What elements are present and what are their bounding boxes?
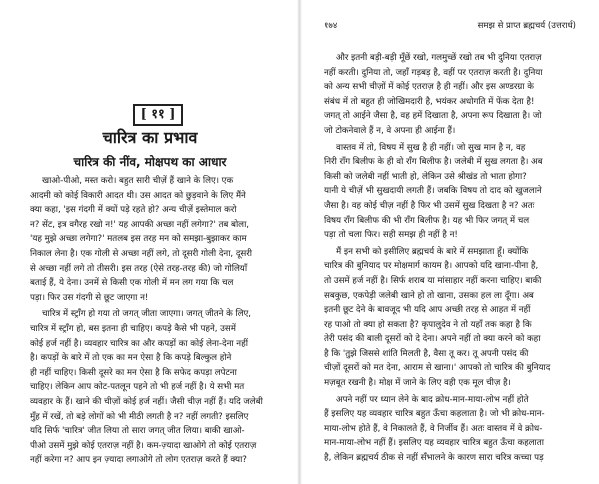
- text-line: क्या कहा, 'इस गंदगी में क्यों पड़े रहते हो? अन्य चीज़ें इस्तेमाल करो: [30, 205, 237, 216]
- text-line: चारित्र में स्ट्रॉंग हो, बस इतना ही चाहिए। कपड़े कैसे भी पहने, उसमें: [30, 323, 236, 334]
- text-line: तेरी पसंद की बाली दूसरों को दे देना। अपने नहीं तो क्या करने को कहा: [324, 334, 541, 345]
- text-line: वास्तव में तो, विषय में सुख है ही नहीं। जो सुख मान है न, वह: [336, 142, 526, 153]
- text-line: है, लेकिन ब्रह्मचर्य ठीक से नहीं सँभालने के कारण सारा चरित्र कच्चा पड़: [324, 453, 544, 464]
- text-line: चाहिए। लेकिन आप कोट-पतलून पहने तो भी हर्ज नहीं है। ये सभी मत: [30, 382, 245, 393]
- chapter-title: चारित्र का प्रभाव: [102, 128, 198, 147]
- text-line: हैं इसलिए यह व्यवहार चारित्र बहुत ऊँचा कहलाता है। जो भी क्रोध-मान-: [324, 409, 545, 420]
- text-line: मान-माया-लोभ नहीं हैं। इसलिए यह व्यवहार चारित्र बहुत ऊँचा कहलाता: [324, 438, 544, 449]
- text-line: कोई हर्ज नहीं है। व्यवहार चारित्र का और कपड़ों का कोई लेना-देना नहीं: [30, 338, 248, 349]
- text-line: नहीं करेगा न? आप इन ज़्यादा लगाओगे तो लोग एतराज़ करते हैं क्या?: [30, 455, 247, 466]
- text-line: नहीं करती। दुनिया तो, जहाँ गड़बड़ है, वहीं पर एतराज़ करती है। दुनिया: [324, 67, 543, 78]
- left-body-text: [30, 174, 276, 468]
- text-line: माया-लोभ होते हैं, वे निकालते हैं, वे निर्जीव हैं। अतः वास्तव में वे क्रोध-: [324, 423, 543, 434]
- text-line: ही नहीं चाहिए। किसी दूसरे का मन ऐसा है कि सफेद कपड़ा लपेटना: [30, 367, 237, 378]
- text-line: यानी ये चीज़ें भी सुखदायी लगती हैं। जबकि विषय तो दाद को खुजलाने: [324, 186, 542, 197]
- text-line: अपने नहीं पर ध्यान लेने के बाद क्रोध-मान-माया-लोभ नहीं होते: [336, 394, 529, 405]
- text-line: को अन्य सभी चीज़ों में कोई एतराज़ है ही नहीं। और इस अण्डरग्रा के: [324, 82, 534, 93]
- paragraph: [324, 393, 576, 466]
- text-line: आदमी को कोई विकारी आदत थी। उस आदत को छुड़वाने के लिए मैंने: [30, 190, 246, 201]
- right-body-text: [324, 51, 576, 466]
- text-line: पीओ उसमें मुझे कोई एतराज़ नहीं है। कम-ज़्यादा खाओगे तो कोई एतराज़: [30, 440, 257, 451]
- text-line: मैं इन सभी को इसीलिए ब्रह्मचर्य के बारे में समझाता हूँ। क्योंकि: [336, 246, 529, 257]
- text-line: निकाल लेना है। एक गोली से अच्छा नहीं लगे, तो दूसरी गोली देना, दूसरी: [30, 248, 252, 259]
- text-line: है। कपड़ों के बारे में तो एक का मन ऐसा है कि कपड़े बिल्कुल होने: [30, 353, 232, 364]
- text-line: चारित्र में स्ट्रॉंग हो गया तो जगत् जीता जाएगा। जगत् जीतने के लिए,: [42, 309, 252, 320]
- text-line: सबकुछ, एकपेड़ी जलेबी खाने हो तो खाना, उसका हल ला दूँगा। अब: [324, 290, 534, 301]
- page-number: १७४: [324, 21, 338, 31]
- text-line: खाओ-पीओ, मस्त करो। बहुत सारी चीज़ें हैं खाने के लिए। एक: [42, 176, 234, 186]
- text-line: है कि 'तुझे जिससे शांति मिलती है, वैसा तू कर। तू अपनी पसंद की: [324, 348, 529, 359]
- text-line: और इतनी बड़ी-बड़ी मूँछें रखो, गलमुच्छें रखो तब भी दुनिया एतराज़: [336, 53, 542, 63]
- text-line: तो उसमें हर्ज नहीं है। सिर्फ शराब या मांसाहार नहीं करना चाहिए। बाकी: [324, 275, 542, 286]
- text-line: इतनी छूट देने के बावजूद भी यदि आप अच्छी तरह से आहत में नहीं: [324, 305, 531, 316]
- text-line: न? सेंट, इत्र वगैरह रखो न!' यह आपकी अच्छा नहीं लगेगा?' तब बोला,: [30, 219, 249, 230]
- paragraph: [324, 141, 576, 243]
- text-line: चारित्र की बुनियाद पर मोक्षमार्ग कायम है। आपको यदि खाना-पीना है,: [324, 261, 539, 272]
- text-line: मज़बूत रखनी है। मोक्ष में जाने के लिए वही एक मूल चीज़ है।: [324, 378, 511, 389]
- text-line: निरी रॉंग बिलीफ के ही वो रॉंग बिलीफ है। जलेबी में सुख लगता है। अब: [324, 157, 543, 168]
- paragraph: [324, 245, 576, 391]
- text-line: पड़ा। फिर उस गंदगी से छूट जाएगा न!: [30, 292, 149, 303]
- text-line: रह पाओ तो क्या हो सकता है? कृपालुदेव ने तो यहाँ तक कहा है कि: [324, 319, 532, 330]
- text-line: किसी को जलेबी नहीं भाती हो, लेकिन उसे श्रीखंड तो भाता होगा?: [324, 171, 527, 182]
- text-line: जैसा है। वह कोई चीज़ नहीं है फिर भी उसमें सुख दिखता है न? अतः: [324, 200, 535, 211]
- text-line: बताई हैं, ये देना। उनमें से किसी एक गोली में मन लग गया कि चल: [30, 278, 234, 289]
- right-page: [300, 0, 599, 484]
- running-title: समझ से प्राप्त ब्रह्मचर्य (उत्तरार्ध): [477, 21, 576, 31]
- section-title: चारित्र की नींव, मोक्षपथ का आधार: [73, 155, 227, 169]
- text-line: व्यवहार के हैं। खाने की चीज़ों कोई हर्ज नहीं। जैसी चीज़ नहीं हैं। यदि जलेबी: [30, 396, 263, 407]
- text-line: जगत् तो आईने जैसा है, वह हमें दिखाता है, अपना रूप दिखाता है। जो: [324, 111, 542, 122]
- text-line: 'यह मुझे अच्छा लगेगा?' मतलब इस तरह मन को समझा-बुझाकर काम: [30, 234, 247, 245]
- text-line: चीज़ों दूसरों को मत देना, आराम से खाना।' आपको तो चारित्र की बुनियाद: [324, 363, 551, 374]
- text-line: जो टोकनेवाले हैं न, वे अपना ही आईना हैं।: [324, 125, 456, 136]
- paragraph: [324, 51, 576, 139]
- text-line: विषय रॉंग बिलीफ की भी रॉंग बिलीफ है। यह भी फिर जगत् में चल: [324, 215, 530, 226]
- text-line: संबंध में तो बहुत ही जोखिमदारी है, भयंकर अधोगति में फेंक देता है!: [324, 96, 535, 107]
- text-line: से अच्छा नहीं लगे तो तीसरी। इस तरह (ऐसे तरह-तरह की) जो गोलियाँ: [30, 263, 248, 274]
- text-line: यदि सिर्फ 'चारित्र' जीत लिया तो सारा जगत् जीत लिया। बाकी खाओ-: [30, 426, 245, 437]
- text-line: पड़ा तो चला फिर। सही समझ ही नहीं है न!: [324, 230, 458, 241]
- paragraph: [30, 174, 276, 305]
- paragraph: [30, 307, 276, 468]
- chapter-number: [ ११ ]: [133, 104, 183, 126]
- text-line: मुँह में रखें, तो बड़े लोगों को भी मीठी लगती है न? नहीं लगती? इसलिए: [30, 411, 249, 422]
